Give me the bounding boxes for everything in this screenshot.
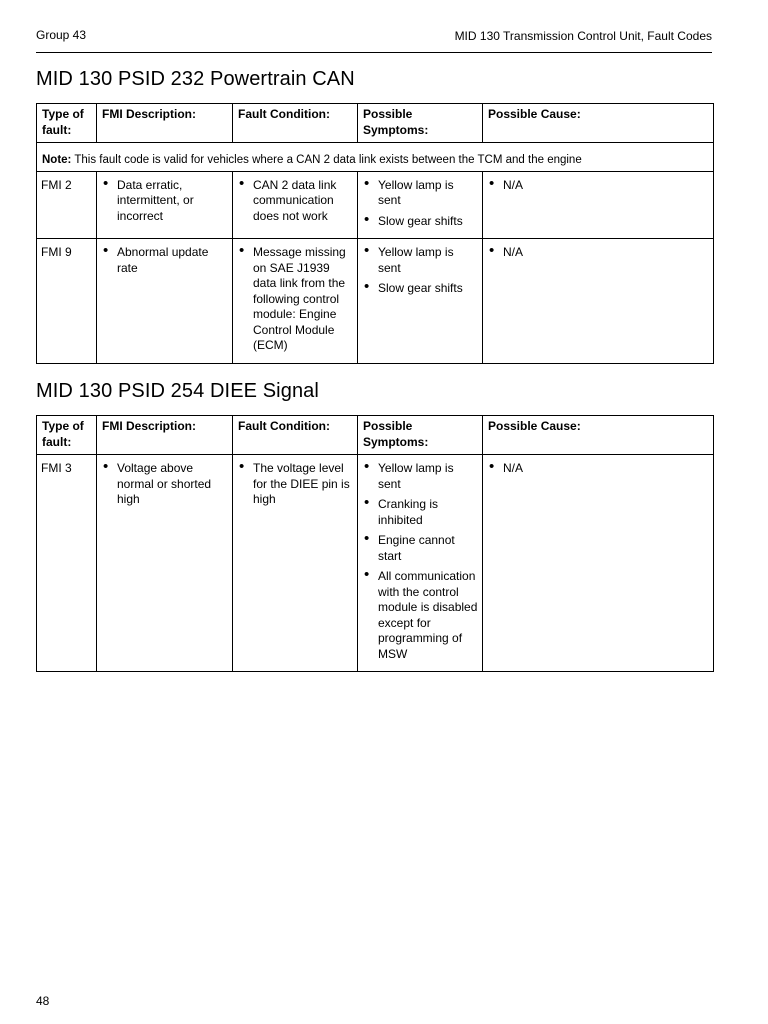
cause-cell: [483, 239, 714, 364]
list-item: • Slow gear shifts: [363, 214, 478, 230]
note-text: This fault code is valid for vehicles where a CAN 2 data link exists between the TCM and the engine: [74, 154, 582, 166]
symptoms-cell: [358, 239, 483, 364]
fmi-description-cell: [97, 455, 233, 672]
column-header-type: Type of fault:: [37, 416, 97, 455]
table-row: [37, 455, 714, 672]
list-item: • Yellow lamp is sent: [363, 178, 478, 209]
header-title: MID 130 Transmission Control Unit, Fault Codes: [454, 29, 712, 43]
fmi-description-cell: [97, 239, 233, 364]
cause-cell: [483, 171, 714, 239]
note-cell: [37, 143, 714, 172]
fault-condition-cell: [233, 239, 358, 364]
section-title-psid-254: MID 130 PSID 254 DIEE Signal: [36, 380, 319, 402]
column-header-fmi-description: FMI Description:: [97, 416, 233, 455]
note-label: Note:: [42, 154, 72, 166]
list-item: • Abnormal update rate: [102, 245, 228, 276]
fmi-code: FMI 9: [37, 239, 97, 364]
header-group: Group 43: [36, 28, 87, 42]
list-item: • N/A: [488, 461, 709, 477]
list-item: • CAN 2 data link communication does not work: [238, 178, 353, 225]
table-header-row: [37, 104, 714, 143]
list-item: • Voltage above normal or shorted high: [102, 461, 228, 508]
list-item: • Data erratic, intermittent, or incorrect: [102, 178, 228, 225]
column-header-symptoms: Possible Symptoms:: [358, 104, 483, 143]
list-item: • N/A: [488, 178, 709, 194]
list-item: • The voltage level for the DIEE pin is high: [238, 461, 353, 508]
fault-table-psid-254: [36, 415, 714, 672]
list-item: • Yellow lamp is sent: [363, 245, 478, 276]
column-header-fault-condition: Fault Condition:: [233, 416, 358, 455]
fmi-code: FMI 3: [37, 455, 97, 672]
column-header-cause: Possible Cause:: [483, 104, 714, 143]
fault-condition-cell: [233, 171, 358, 239]
column-header-cause: Possible Cause:: [483, 416, 714, 455]
list-item: • All communication with the control module is disabled except for programming of MSW: [363, 569, 478, 662]
list-item: • Engine cannot start: [363, 533, 478, 564]
column-header-fmi-description: FMI Description:: [97, 104, 233, 143]
list-item: • Cranking is inhibited: [363, 497, 478, 528]
table-header-row: [37, 416, 714, 455]
list-item: • N/A: [488, 245, 709, 261]
page-number: 48: [36, 994, 50, 1008]
fmi-code: FMI 2: [37, 171, 97, 239]
column-header-type: Type of fault:: [37, 104, 97, 143]
table-row: [37, 239, 714, 364]
symptoms-cell: [358, 455, 483, 672]
list-item: • Message missing on SAE J1939 data link from the following control module: Engine Control Module (ECM): [238, 245, 353, 354]
fault-condition-cell: [233, 455, 358, 672]
cause-cell: [483, 455, 714, 672]
fmi-description-cell: [97, 171, 233, 239]
column-header-symptoms: Possible Symptoms:: [358, 416, 483, 455]
section-title-psid-232: MID 130 PSID 232 Powertrain CAN: [36, 68, 355, 90]
list-item: • Yellow lamp is sent: [363, 461, 478, 492]
symptoms-cell: [358, 171, 483, 239]
page-header: [36, 28, 712, 53]
list-item: • Slow gear shifts: [363, 281, 478, 297]
table-row: [37, 171, 714, 239]
note-row: [37, 143, 714, 172]
fault-table-psid-232: [36, 103, 714, 364]
column-header-fault-condition: Fault Condition:: [233, 104, 358, 143]
